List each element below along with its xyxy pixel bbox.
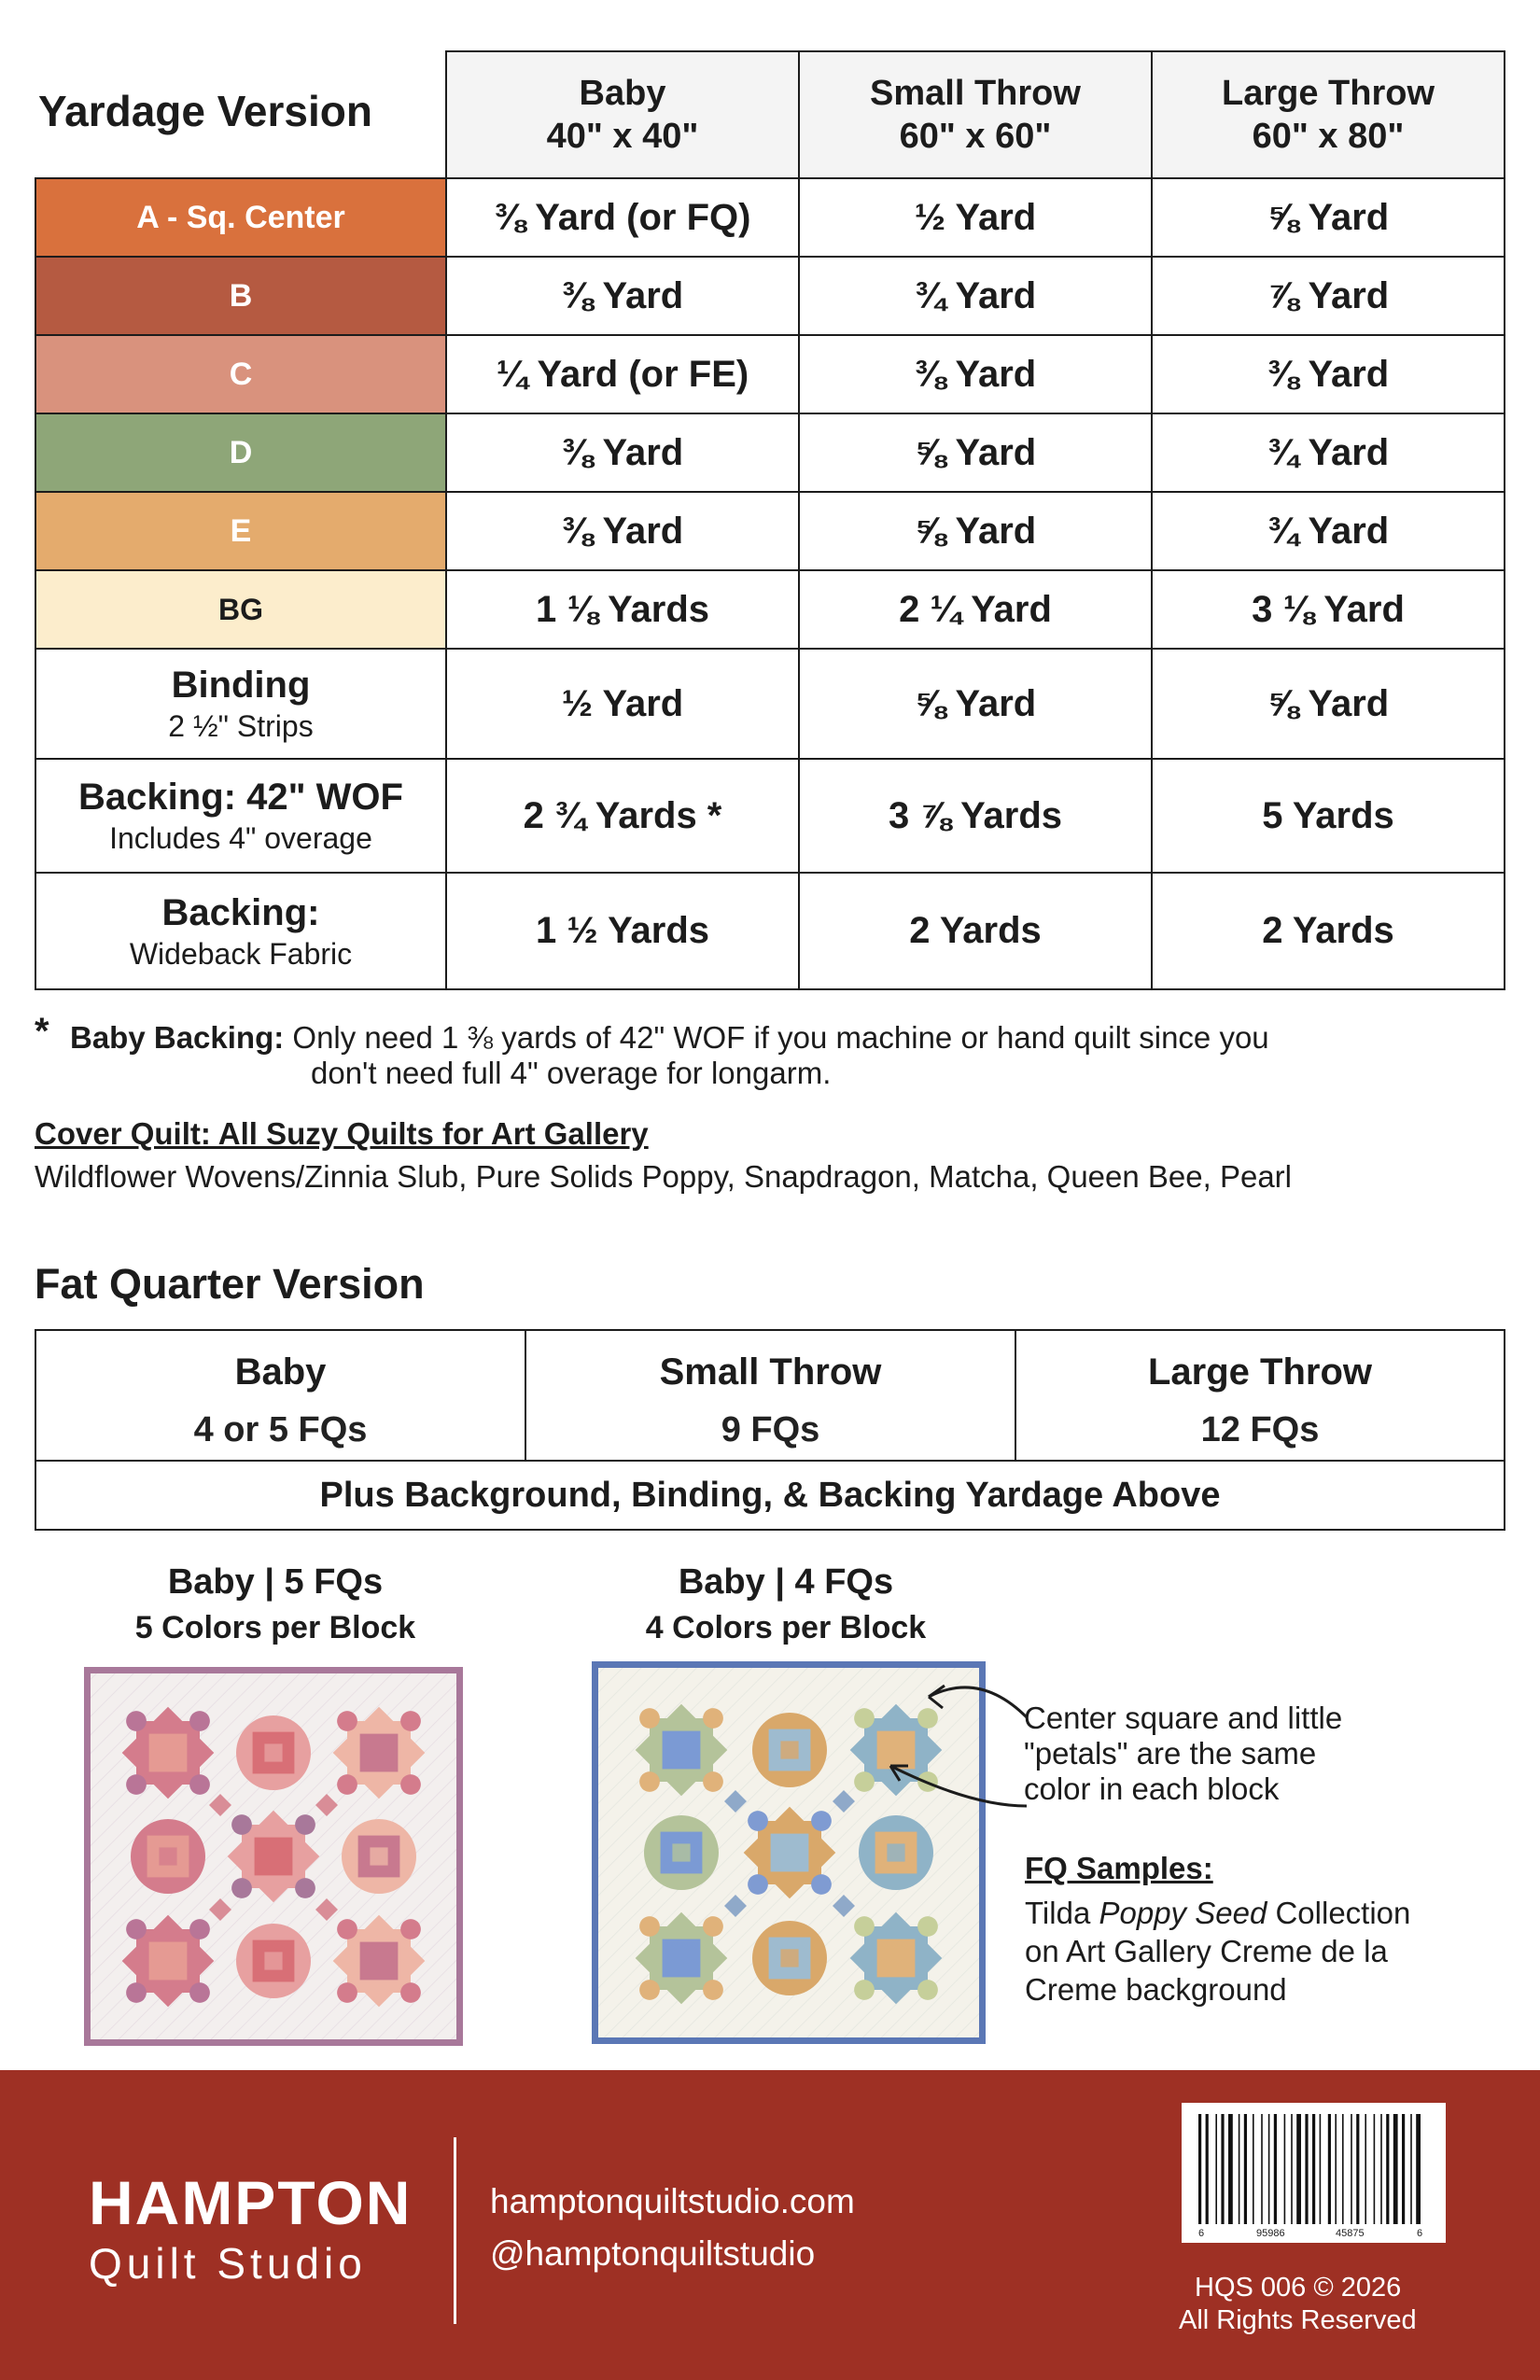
social-handle[interactable]: @hamptonquiltstudio xyxy=(490,2234,816,2273)
header-baby xyxy=(445,50,800,179)
yardage-cell: 1 ½ Yards xyxy=(445,872,800,990)
fq-samples-title: FQ Samples: xyxy=(1025,1851,1213,1885)
barcode-digit-4: 6 xyxy=(1417,2228,1423,2239)
header-baby-name: Baby xyxy=(579,74,666,113)
fq-samples-collection-name: Poppy Seed xyxy=(1099,1896,1267,1930)
yardage-cell: ½ Yard xyxy=(445,648,800,760)
fq-footer-row: Plus Background, Binding, & Backing Yardage Above xyxy=(35,1460,1505,1531)
yardage-cell: ⅝ Yard xyxy=(1151,648,1505,760)
header-large-throw-size: 60" x 80" xyxy=(1252,117,1405,156)
yardage-cell: ⅝ Yard xyxy=(1151,177,1505,258)
row-label-main: Backing: 42" WOF xyxy=(78,777,403,818)
sku-copyright: HQS 006 © 2026 xyxy=(1195,2273,1402,2303)
baby-backing-line1: Only need 1 ⅜ yards of 42" WOF if you machine or hand quilt since you xyxy=(292,1020,1269,1055)
row-label-bg: BG xyxy=(35,569,447,650)
fq-cell-small-throw xyxy=(525,1329,1016,1462)
yardage-cell: 5 Yards xyxy=(1151,758,1505,874)
cover-quilt-title: Cover Quilt: All Suzy Quilts for Art Gallery xyxy=(35,1116,649,1151)
yardage-cell: ¾ Yard xyxy=(1151,413,1505,493)
baby-backing-line2: don't need full 4" overage for longarm. xyxy=(311,1056,832,1090)
yardage-table xyxy=(35,50,1505,990)
yardage-cell: 2 ¾ Yards * xyxy=(445,758,800,874)
yardage-cell: ¾ Yard xyxy=(798,256,1153,336)
fq-large-throw-count: 12 FQs xyxy=(1200,1410,1320,1449)
petals-annotation-line2: "petals" are the same xyxy=(1024,1736,1317,1771)
yardage-cell: ¼ Yard (or FE) xyxy=(445,334,800,414)
header-large-throw-name: Large Throw xyxy=(1221,74,1435,113)
brand-subtitle: Quilt Studio xyxy=(89,2239,367,2288)
quilt2-caption-sub: 4 Colors per Block xyxy=(645,1610,927,1645)
footer-bar xyxy=(0,2070,1540,2380)
yardage-cell: ⅜ Yard xyxy=(445,491,800,571)
fq-title: Fat Quarter Version xyxy=(35,1260,425,1308)
yardage-cell: ⅜ Yard xyxy=(445,256,800,336)
yardage-cell: 1 ⅛ Yards xyxy=(445,569,800,650)
yardage-cell: ⅜ Yard xyxy=(1151,334,1505,414)
quilt1-image xyxy=(84,1667,463,2046)
quilt1-caption xyxy=(79,1562,471,1646)
row-label-e: E xyxy=(35,491,447,571)
yardage-cell: 3 ⅛ Yard xyxy=(1151,569,1505,650)
petals-annotation-line1: Center square and little xyxy=(1024,1701,1343,1735)
fq-baby-count: 4 or 5 FQs xyxy=(193,1410,368,1449)
fq-samples-line3: Creme background xyxy=(1025,1972,1287,2007)
row-label-sub: Wideback Fabric xyxy=(129,936,353,971)
fq-small-throw-count: 9 FQs xyxy=(721,1410,820,1449)
quilt1-caption-title: Baby | 5 FQs xyxy=(167,1562,384,1602)
baby-backing-note xyxy=(70,1020,1269,1056)
fq-samples-line2: on Art Gallery Creme de la xyxy=(1025,1934,1388,1968)
row-label-main: Binding xyxy=(171,665,311,706)
yardage-cell: ½ Yard xyxy=(798,177,1153,258)
row-label-backing xyxy=(35,872,447,990)
fq-samples-line1-pre: Tilda xyxy=(1025,1896,1099,1930)
fq-large-throw-label: Large Throw xyxy=(1147,1351,1373,1393)
fq-samples-line1 xyxy=(1025,1894,1410,1932)
cover-quilt-text: Wildflower Wovens/Zinnia Slub, Pure Solids Poppy, Snapdragon, Matcha, Queen Bee, Pearl xyxy=(35,1159,1293,1194)
barcode-digit-1: 6 xyxy=(1198,2228,1205,2239)
row-label-sub: 2 ½" Strips xyxy=(168,709,314,743)
yardage-cell: 2 ¼ Yard xyxy=(798,569,1153,650)
yardage-cell: 3 ⅞ Yards xyxy=(798,758,1153,874)
yardage-cell: ⅝ Yard xyxy=(798,648,1153,760)
rights-reserved: All Rights Reserved xyxy=(1179,2305,1417,2335)
yardage-cell: ⅝ Yard xyxy=(798,413,1153,493)
row-label-c: C xyxy=(35,334,447,414)
fq-small-throw-label: Small Throw xyxy=(659,1351,882,1393)
barcode-bars xyxy=(1182,2103,1446,2243)
yardage-cell: ⅞ Yard xyxy=(1151,256,1505,336)
header-small-throw xyxy=(798,50,1153,179)
callout-arrows xyxy=(877,1661,1045,1820)
website-link[interactable]: hamptonquiltstudio.com xyxy=(490,2182,855,2220)
header-small-throw-name: Small Throw xyxy=(870,74,1081,113)
row-label-main: Backing: xyxy=(161,891,320,933)
brand-name: HAMPTON xyxy=(89,2168,413,2237)
header-large-throw xyxy=(1151,50,1505,179)
fq-cell-large-throw xyxy=(1015,1329,1505,1462)
petals-annotation xyxy=(1024,1701,1342,1807)
header-baby-size: 40" x 40" xyxy=(546,117,699,156)
header-small-throw-size: 60" x 60" xyxy=(899,117,1052,156)
row-label-sub: Includes 4" overage xyxy=(109,821,372,855)
row-label-backing-42-wof xyxy=(35,758,447,874)
fq-cell-baby xyxy=(35,1329,526,1462)
barcode xyxy=(1182,2103,1446,2243)
fq-samples-text xyxy=(1025,1894,1410,2009)
barcode-digit-3: 45875 xyxy=(1336,2228,1365,2239)
row-label-a-sq-center: A - Sq. Center xyxy=(35,177,447,258)
yardage-cell: ¾ Yard xyxy=(1151,491,1505,571)
row-label-b: B xyxy=(35,256,447,336)
yardage-cell: ⅜ Yard (or FQ) xyxy=(445,177,800,258)
quilt2-caption xyxy=(590,1562,982,1646)
quilt2-caption-title: Baby | 4 FQs xyxy=(678,1562,894,1602)
barcode-digit-2: 95986 xyxy=(1256,2228,1285,2239)
row-label-d: D xyxy=(35,413,447,493)
asterisk: * xyxy=(35,1011,49,1052)
yardage-cell: ⅜ Yard xyxy=(798,334,1153,414)
footer-divider xyxy=(454,2137,456,2324)
fq-baby-label: Baby xyxy=(234,1351,327,1393)
yardage-cell: ⅝ Yard xyxy=(798,491,1153,571)
yardage-cell: 2 Yards xyxy=(798,872,1153,990)
yardage-cell: 2 Yards xyxy=(1151,872,1505,990)
yardage-title: Yardage Version xyxy=(38,87,372,135)
quilt1-caption-sub: 5 Colors per Block xyxy=(134,1610,416,1645)
yardage-cell: ⅜ Yard xyxy=(445,413,800,493)
row-label-binding xyxy=(35,648,447,760)
petals-annotation-line3: color in each block xyxy=(1024,1771,1280,1806)
fq-samples-line1-post: Collection xyxy=(1267,1896,1411,1930)
baby-backing-label: Baby Backing: xyxy=(70,1020,285,1055)
